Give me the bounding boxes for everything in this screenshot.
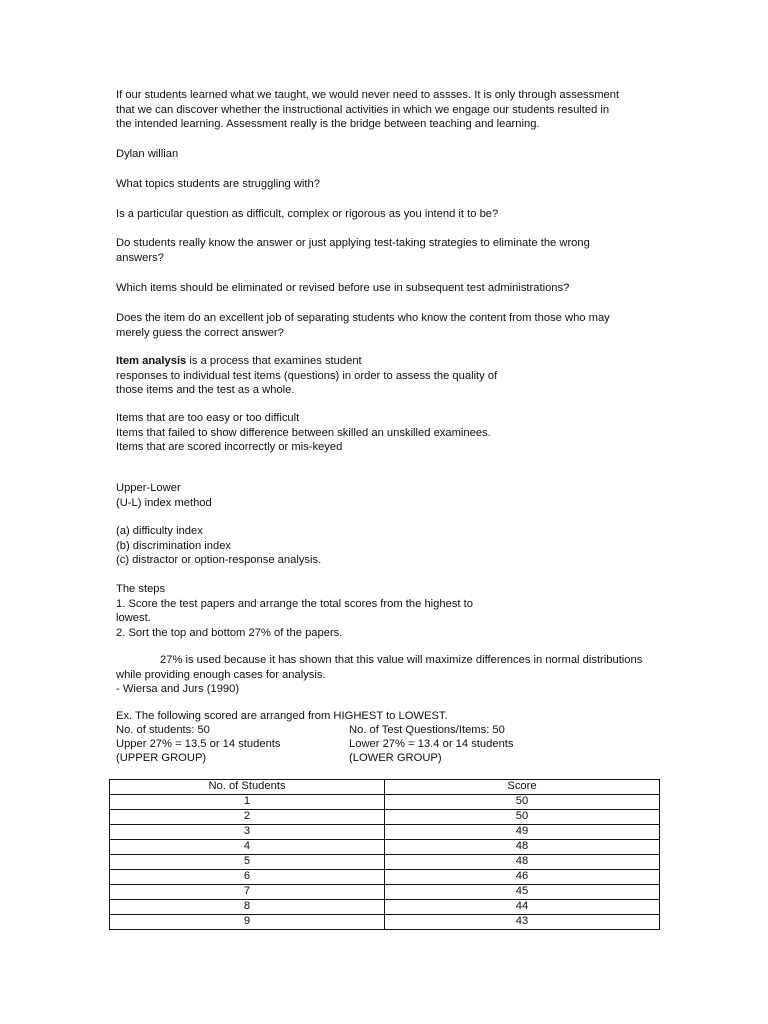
- step-line: 2. Sort the top and bottom 27% of the papers.: [116, 626, 343, 639]
- question-line: Do students really know the answer or just applying test-taking strategies to eliminate the wrong: [116, 237, 590, 249]
- indices-list: [116, 524, 656, 568]
- student-number-cell: 9: [110, 915, 385, 930]
- question-1: [116, 177, 656, 192]
- citation-source: - Wiersa and Jurs (1990): [116, 683, 240, 696]
- list-item: (b) discrimination index: [116, 539, 232, 552]
- method-line: (U-L) index method: [116, 496, 212, 509]
- definition-paragraph: [116, 354, 656, 398]
- example-right: (LOWER GROUP): [349, 752, 442, 764]
- quote-line: the intended learning. Assessment really is the bridge between teaching and learning.: [116, 118, 540, 131]
- score-cell: 50: [385, 810, 660, 825]
- citation-line: while providing enough cases for analysis.: [116, 668, 326, 681]
- step-line: 1. Score the test papers and arrange the total scores from the highest to: [116, 597, 473, 610]
- question-5: [116, 311, 656, 340]
- method-heading: [116, 481, 656, 510]
- table-row: [110, 915, 660, 930]
- example-right: Lower 27% = 13.4 or 14 students: [349, 738, 514, 750]
- definition-text: is a process that examines student: [186, 355, 362, 367]
- table-row: [110, 825, 660, 840]
- score-cell: 50: [385, 795, 660, 810]
- table-row: [110, 885, 660, 900]
- example-row: [116, 723, 656, 738]
- example-intro: [116, 709, 656, 724]
- question-3: [116, 236, 656, 265]
- table-row: [110, 900, 660, 915]
- quote-line: that we can discover whether the instructional activities in which we engage our students resulted in: [116, 103, 610, 116]
- quote-paragraph: [116, 88, 656, 132]
- table-row: [110, 870, 660, 885]
- student-number-cell: 3: [110, 825, 385, 840]
- items-list: [116, 411, 656, 455]
- list-item: (c) distractor or option-response analysis.: [116, 554, 322, 567]
- score-table: [109, 779, 660, 930]
- method-line: Upper-Lower: [116, 482, 181, 494]
- question-line: Is a particular question as difficult, complex or rigorous as you intend it to be?: [116, 208, 499, 220]
- list-item: Items that are scored incorrectly or mis-keyed: [116, 441, 343, 454]
- quote-author: [116, 147, 656, 162]
- citation-line: 27% is used because it has shown that this value will maximize differences in normal distributions: [160, 654, 643, 666]
- student-number-cell: 6: [110, 870, 385, 885]
- question-line: answers?: [116, 251, 164, 264]
- student-number-cell: 8: [110, 900, 385, 915]
- score-cell: 49: [385, 825, 660, 840]
- score-cell: 48: [385, 840, 660, 855]
- step-line: lowest.: [116, 612, 151, 625]
- score-cell: 48: [385, 855, 660, 870]
- question-line: merely guess the correct answer?: [116, 326, 284, 339]
- score-cell: 45: [385, 885, 660, 900]
- question-2: [116, 207, 656, 222]
- question-4: [116, 281, 656, 296]
- list-item: Items that failed to show difference between skilled an unskilled examinees.: [116, 426, 491, 439]
- steps-section: [116, 582, 656, 640]
- definition-term: Item analysis: [116, 355, 187, 367]
- table-row: [110, 840, 660, 855]
- student-number-cell: 1: [110, 795, 385, 810]
- definition-line: those items and the test as a whole.: [116, 384, 295, 397]
- example-intro-text: Ex. The following scored are arranged from HIGHEST to LOWEST.: [116, 710, 448, 722]
- column-header-score: Score: [385, 780, 660, 795]
- table-row: [110, 855, 660, 870]
- citation-paragraph: [116, 653, 656, 697]
- student-number-cell: 2: [110, 810, 385, 825]
- example-left: Upper 27% = 13.5 or 14 students: [116, 738, 281, 750]
- score-cell: 46: [385, 870, 660, 885]
- table-header-row: [110, 780, 660, 795]
- table-row: [110, 795, 660, 810]
- question-line: Does the item do an excellent job of separating students who know the content from those who may: [116, 312, 610, 324]
- definition-line: [116, 354, 656, 369]
- list-item: Items that are too easy or too difficult: [116, 412, 300, 424]
- quote-line: If our students learned what we taught, we would never need to assses. It is only through assessment: [116, 89, 620, 101]
- example-row: [116, 751, 656, 766]
- example-right: No. of Test Questions/Items: 50: [349, 724, 505, 736]
- student-number-cell: 4: [110, 840, 385, 855]
- list-item: (a) difficulty index: [116, 525, 203, 537]
- question-line: Which items should be eliminated or revised before use in subsequent test administrations?: [116, 282, 570, 294]
- score-cell: 44: [385, 900, 660, 915]
- steps-heading: The steps: [116, 583, 166, 595]
- question-line: What topics students are struggling with?: [116, 178, 320, 190]
- example-row: [116, 737, 656, 752]
- student-number-cell: 7: [110, 885, 385, 900]
- column-header-students: No. of Students: [110, 780, 385, 795]
- definition-line: responses to individual test items (questions) in order to assess the quality of: [116, 369, 498, 382]
- score-cell: 43: [385, 915, 660, 930]
- student-number-cell: 5: [110, 855, 385, 870]
- table-row: [110, 810, 660, 825]
- author-name: Dylan willian: [116, 148, 179, 160]
- example-left: (UPPER GROUP): [116, 752, 207, 764]
- example-left: No. of students: 50: [116, 724, 210, 736]
